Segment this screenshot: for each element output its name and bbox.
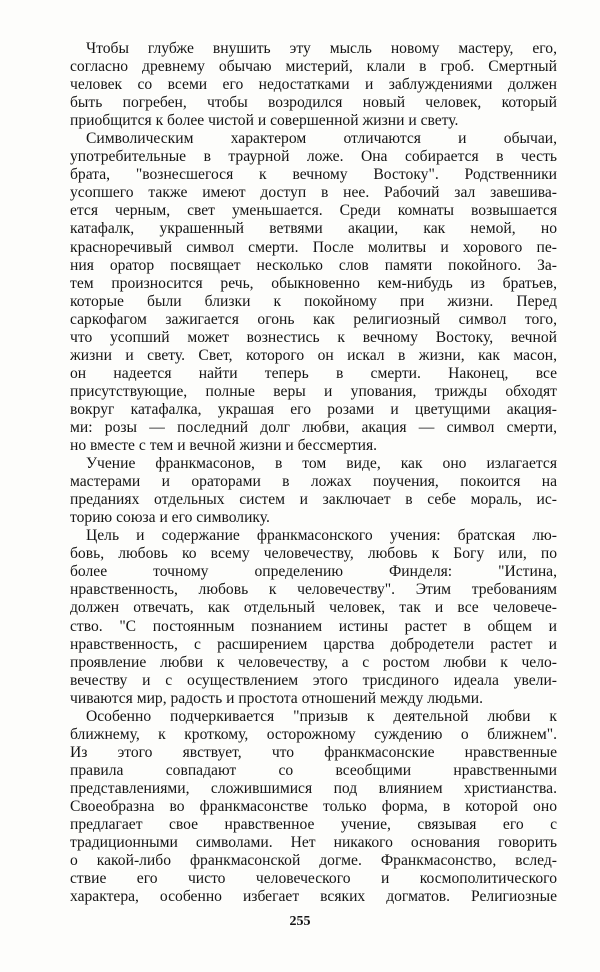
text-line: Символическим характером отличаются и обычаи, — [86, 130, 557, 148]
text-line: катафалк, украшенный ветвями акации, как немой, но — [70, 220, 557, 238]
text-line: более точному определению Финделя: "Истина, — [70, 563, 557, 581]
text-line: традиционными символами. Нет никакого основания говорить — [70, 834, 557, 852]
text-line: согласно древнему обычаю мистерий, клали в гроб. Смертный — [70, 58, 557, 76]
text-line: ствие его чисто человеческого и космополитического — [70, 870, 557, 888]
text-line: нравственность, любовь к человечеству". Этим требованиям — [70, 581, 557, 599]
text-line: ется черным, свет уменьшается. Среди комнаты возвышается — [70, 202, 557, 220]
text-line: представлениями, сложившимися под влиянием христианства. — [70, 779, 557, 797]
text-line: предлагает свое нравственное учение, связывая его с — [70, 816, 557, 834]
page-number: 255 — [289, 914, 311, 929]
text-line: вокруг катафалка, украшая его розами и цветущими акация- — [70, 400, 557, 418]
text-line: Из этого явствует, что франкмасонские нравственные — [70, 743, 557, 761]
text-line: он надеется найти теперь в смерти. Наконец, все — [70, 364, 557, 382]
text-line: Цель и содержание франкмасонского учения: братская лю- — [86, 527, 557, 545]
text-line: жизни и свету. Свет, которого он искал в жизни, как масон, — [70, 346, 557, 364]
text-line: присутствующие, полные веры и упования, трижды обходят — [70, 382, 557, 400]
text-line: человек со всеми его недостатками и заблуждениями должен — [70, 76, 557, 94]
text-line: Своеобразна во франкмасонстве только форма, в которой оно — [70, 797, 557, 815]
text-line: саркофагом зажигается огонь как религиозный символ того, — [70, 310, 557, 328]
text-line: чиваются мир, радость и простота отношений между людьми. — [70, 689, 484, 707]
text-line: характера, особенно избегает всяких догматов. Религиозные — [70, 888, 557, 906]
text-line: вечеству и с осуществлением этого трисдиного идеала увели- — [70, 671, 557, 689]
body-text — [70, 40, 557, 906]
text-line: проявление любви к человечеству, а с ростом любви к чело- — [70, 653, 557, 671]
text-line: ния оратор посвящает несколько слов памяти покойного. За- — [70, 256, 557, 274]
text-line: употребительные в траурной ложе. Она собирается в честь — [70, 148, 557, 166]
text-line: ство. "С постоянным познанием истины растет в общем и — [70, 617, 557, 635]
text-line: мастерами и ораторами в ложах поучения, покоится на — [70, 473, 557, 491]
text-line: о какой-либо франкмасонской догме. Франкмасонство, вслед- — [70, 852, 557, 870]
text-line: нравственность, с расширением царства добродетели растет и — [70, 635, 557, 653]
text-line: что усопший может вознестись к вечному Востоку, вечной — [70, 328, 557, 346]
text-line: бовь, любовь ко всему человечеству, любовь к Богу или, по — [70, 545, 557, 563]
text-line: ми: розы — последний долг любви, акация — символ смерти, — [70, 418, 557, 436]
text-line: красноречивый символ смерти. После молитвы и хорового пе- — [70, 238, 557, 256]
text-line: преданиях отдельных систем и заключает в себе мораль, ис- — [70, 491, 557, 509]
text-line: Чтобы глубже внушить эту мысль новому мастеру, его, — [86, 40, 557, 57]
text-line: Особенно подчеркивается "призыв к деятельной любви к — [86, 707, 557, 725]
text-line: торию союза и его символику. — [70, 509, 270, 527]
text-line: усопшего также имеют доступ в нее. Рабочий зал завешива- — [70, 184, 557, 202]
text-line: ближнему, к кроткому, осторожному суждению о ближнем". — [70, 725, 557, 743]
text-line: правила совпадают со всеобщими нравственными — [70, 761, 557, 779]
text-line: быть погребен, чтобы возродился новый человек, который — [70, 94, 557, 112]
text-line: тем произносится речь, обыкновенно кем-нибудь из братьев, — [70, 274, 557, 292]
text-line: должен отвечать, как отдельный человек, так и все человече- — [70, 599, 557, 617]
text-line: но вместе с тем и вечной жизни и бессмертия. — [70, 437, 378, 455]
text-line: приобщится к более чистой и совершенной жизни и свету. — [70, 112, 459, 130]
text-line: Учение франкмасонов, в том виде, как оно излагается — [86, 455, 557, 473]
text-line: которые были близки к покойному при жизни. Перед — [70, 292, 557, 310]
text-line: брата, "вознесшегося к вечному Востоку". Родственники — [70, 166, 557, 184]
